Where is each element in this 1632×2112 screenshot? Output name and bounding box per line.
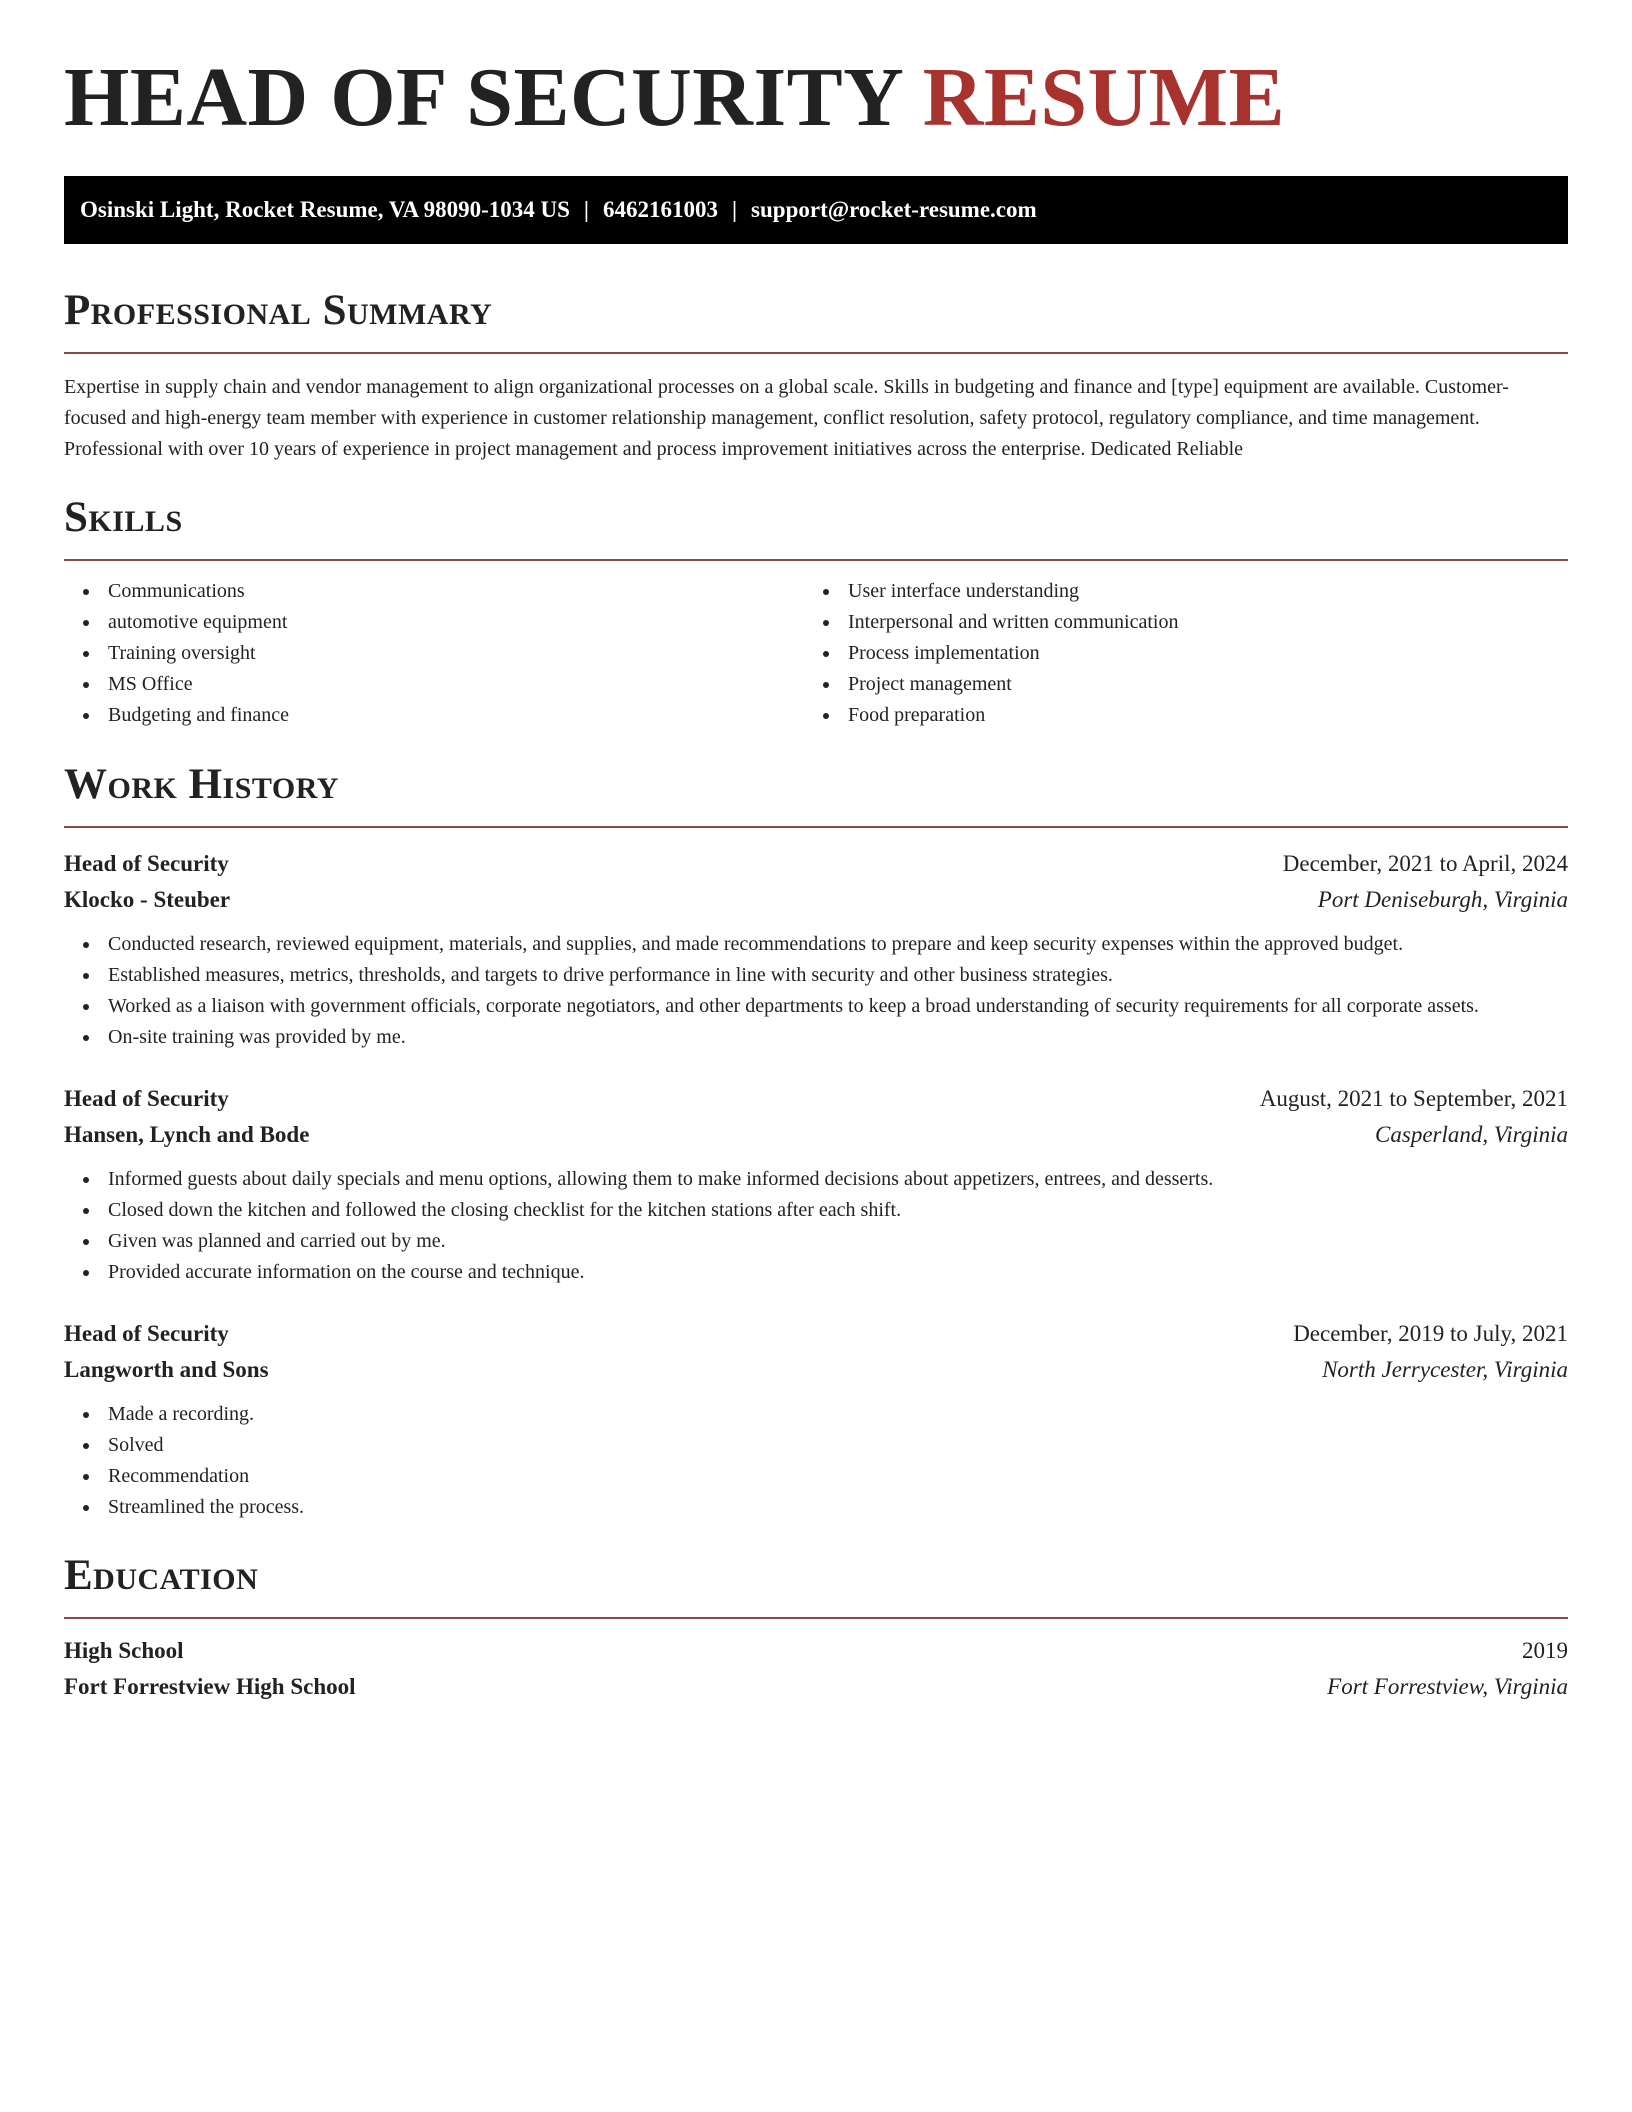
section-divider [64, 559, 1568, 561]
skill-item: Budgeting and finance [64, 700, 804, 731]
job-title: Head of Security [64, 1321, 229, 1346]
education-degree: High School [64, 1638, 184, 1663]
job-duty: Provided accurate information on the course and technique. [64, 1257, 1568, 1288]
job-duties [64, 929, 1568, 1053]
contact-separator: | [731, 197, 738, 222]
skill-item: Project management [804, 669, 1544, 700]
summary-heading: Professional Summary [64, 287, 493, 334]
education-school: Fort Forrestview High School [64, 1674, 356, 1699]
job-dates: December, 2019 to July, 2021 [1293, 1321, 1568, 1346]
job-location: Port Deniseburgh, Virginia [1317, 887, 1568, 912]
job-duty: Informed guests about daily specials and menu options, allowing them to make informed decisions about appetizers, entrees, and desserts. [64, 1164, 1568, 1195]
job-duty: Conducted research, reviewed equipment, materials, and supplies, and made recommendations to prepare and keep security expenses within the approved budget. [64, 929, 1568, 960]
skill-item: Training oversight [64, 638, 804, 669]
job-duty: Closed down the kitchen and followed the closing checklist for the kitchen stations after each shift. [64, 1195, 1568, 1226]
job-company: Klocko - Steuber [64, 887, 231, 912]
job-duty: Made a recording. [64, 1399, 1568, 1430]
skill-item: Process implementation [804, 638, 1544, 669]
summary-text: Expertise in supply chain and vendor management to align organizational processes on a global scale. Skills in budgeting and finance and [type] equipment are available. Customer-focused and high-energy team member with experience in customer relationship management, conflict resolution, safety protocol, regulatory compliance, and time management. Professional with over 10 years of experience in project management and process improvement initiatives across the enterprise. Dedicated Reliable [64, 376, 1509, 460]
contact-address: Osinski Light, Rocket Resume, VA 98090-1034 US [80, 197, 570, 222]
job-dates: August, 2021 to September, 2021 [1259, 1086, 1568, 1111]
job-duty: Recommendation [64, 1461, 1568, 1492]
skills-column-right [804, 576, 1544, 731]
skill-item: User interface understanding [804, 576, 1544, 607]
skills-list [64, 576, 1568, 731]
job-duties [64, 1164, 1568, 1288]
work-history-heading: Work History [64, 761, 339, 808]
section-divider [64, 1617, 1568, 1619]
contact-bar [64, 176, 1568, 244]
job-location: Casperland, Virginia [1375, 1122, 1568, 1147]
skill-item: Interpersonal and written communication [804, 607, 1544, 638]
contact-phone: 6462161003 [602, 197, 718, 222]
resume-page [64, 0, 1568, 1705]
job-title: Head of Security [64, 1086, 229, 1111]
job-duty: Given was planned and carried out by me. [64, 1226, 1568, 1257]
education-location: Fort Forrestview, Virginia [1327, 1674, 1568, 1699]
skill-item: Food preparation [804, 700, 1544, 731]
job-dates: December, 2021 to April, 2024 [1282, 851, 1568, 876]
job-company: Langworth and Sons [64, 1357, 269, 1382]
contact-email: support@rocket-resume.com [751, 197, 1037, 222]
title-accent: RESUME [922, 51, 1286, 144]
education-heading: Education [64, 1552, 259, 1599]
job-entry [64, 846, 1568, 1053]
job-duty: Established measures, metrics, thresholds, and targets to drive performance in line with security and other business strategies. [64, 960, 1568, 991]
education-entry [64, 1633, 1568, 1705]
skills-heading: Skills [64, 494, 183, 541]
job-location: North Jerrycester, Virginia [1322, 1357, 1568, 1382]
section-divider [64, 352, 1568, 354]
skill-item: automotive equipment [64, 607, 804, 638]
education-year: 2019 [1522, 1638, 1568, 1663]
section-divider [64, 826, 1568, 828]
job-entry [64, 1316, 1568, 1523]
job-duty: On-site training was provided by me. [64, 1022, 1568, 1053]
job-duty: Worked as a liaison with government officials, corporate negotiators, and other departments to keep a broad understanding of security requirements for all corporate assets. [64, 991, 1568, 1022]
job-duties [64, 1399, 1568, 1523]
skills-column-left [64, 576, 804, 731]
skill-item: Communications [64, 576, 804, 607]
job-entry [64, 1081, 1568, 1288]
skill-item: MS Office [64, 669, 804, 700]
contact-separator: | [583, 197, 589, 222]
job-duty: Solved [64, 1430, 1568, 1461]
job-company: Hansen, Lynch and Bode [64, 1122, 310, 1147]
title-main: HEAD OF SECURITY [64, 51, 902, 144]
resume-title [64, 0, 1568, 144]
job-duty: Streamlined the process. [64, 1492, 1568, 1523]
job-title: Head of Security [64, 851, 229, 876]
